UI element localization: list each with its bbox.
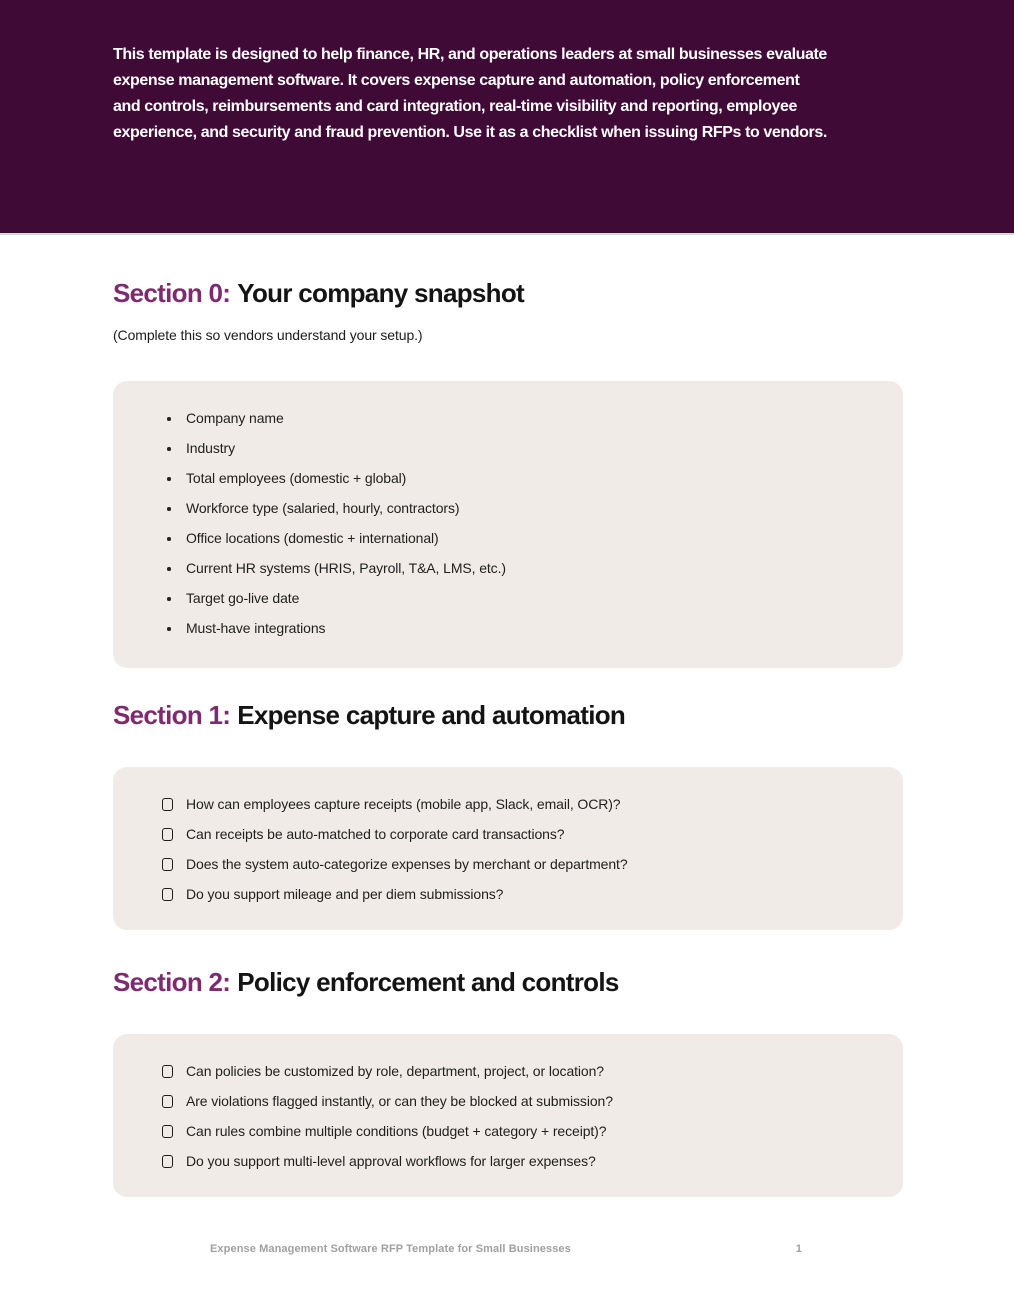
checklist-card [113,1034,903,1197]
section-label: Section 2: [113,967,231,997]
checklist [113,1063,873,1170]
checklist-item [162,1153,873,1170]
section-title: Expense capture and automation [237,700,626,730]
checklist-item [162,796,873,813]
checklist-item [162,886,873,903]
list-item [167,620,873,637]
checkbox-icon [162,798,173,811]
bullet-dot-icon [167,627,171,631]
list-item-text: Current HR systems (HRIS, Payroll, T&A, LMS, etc.) [186,560,506,576]
checklist-item [162,1123,873,1140]
intro-text-line: and controls, reimbursements and card integration, real-time visibility and reporting, employee [113,98,797,115]
list-item-text: Industry [186,440,235,456]
list-item-text: Office locations (domestic + international) [186,530,439,546]
section-heading [113,277,903,309]
list-item-text: Total employees (domestic + global) [186,470,407,486]
section-title: Policy enforcement and controls [237,967,619,997]
intro-banner [0,0,1014,235]
checklist-card [113,767,903,930]
list-item [167,440,873,457]
list-item [167,470,873,487]
section-company-snapshot [113,277,903,668]
checklist-item-text: Can policies be customized by role, department, project, or location? [186,1063,604,1079]
bullet-dot-icon [167,597,171,601]
bullet-dot-icon [167,567,171,571]
checkbox-icon [162,1065,173,1078]
bullet-dot-icon [167,507,171,511]
checkbox-icon [162,1095,173,1108]
intro-text-line: experience, and security and fraud prevention. Use it as a checklist when issuing RFPs to vendors. [113,124,827,141]
intro-text-line: expense management software. It covers expense capture and automation, policy enforcement [113,72,800,89]
section-policy-enforcement [113,966,903,1197]
checkbox-icon [162,888,173,901]
intro-text-line: This template is designed to help finance, HR, and operations leaders at small businesses evaluate [113,46,827,63]
checklist-item-text: Do you support mileage and per diem submissions? [186,886,504,902]
checkbox-icon [162,1125,173,1138]
bullet-card [113,381,903,668]
checklist-item-text: How can employees capture receipts (mobile app, Slack, email, OCR)? [186,796,621,812]
section-expense-capture [113,699,903,930]
checklist-item-text: Does the system auto-categorize expenses by merchant or department? [186,856,628,872]
list-item-text: Workforce type (salaried, hourly, contractors) [186,500,460,516]
checklist-item [162,1093,873,1110]
section-label: Section 1: [113,700,231,730]
list-item [167,560,873,577]
section-heading [113,966,903,998]
footer-title: Expense Management Software RFP Template for Small Businesses [210,1243,571,1255]
section-label: Section 0: [113,278,231,308]
checklist-item [162,856,873,873]
page-footer [210,1243,802,1255]
checklist-item [162,1063,873,1080]
checkbox-icon [162,828,173,841]
checklist-item-text: Can receipts be auto-matched to corporate card transactions? [186,826,565,842]
checklist-item-text: Are violations flagged instantly, or can they be blocked at submission? [186,1093,613,1109]
checkbox-icon [162,1155,173,1168]
section-note: (Complete this so vendors understand your setup.) [113,327,423,343]
bullet-dot-icon [167,447,171,451]
bullet-dot-icon [167,537,171,541]
checklist [113,796,873,903]
list-item [167,530,873,547]
section-title: Your company snapshot [237,278,525,308]
bullet-dot-icon [167,417,171,421]
bullet-dot-icon [167,477,171,481]
bullet-list [113,410,873,637]
checklist-item-text: Do you support multi-level approval workflows for larger expenses? [186,1153,596,1169]
list-item-text: Must-have integrations [186,620,326,636]
document-body [0,277,1014,1197]
checkbox-icon [162,858,173,871]
section-heading [113,699,903,731]
list-item [167,500,873,517]
checklist-item-text: Can rules combine multiple conditions (budget + category + receipt)? [186,1123,607,1139]
list-item [167,410,873,427]
list-item-text: Target go-live date [186,590,300,606]
checklist-item [162,826,873,843]
page-number: 1 [795,1243,802,1255]
list-item [167,590,873,607]
list-item-text: Company name [186,410,284,426]
